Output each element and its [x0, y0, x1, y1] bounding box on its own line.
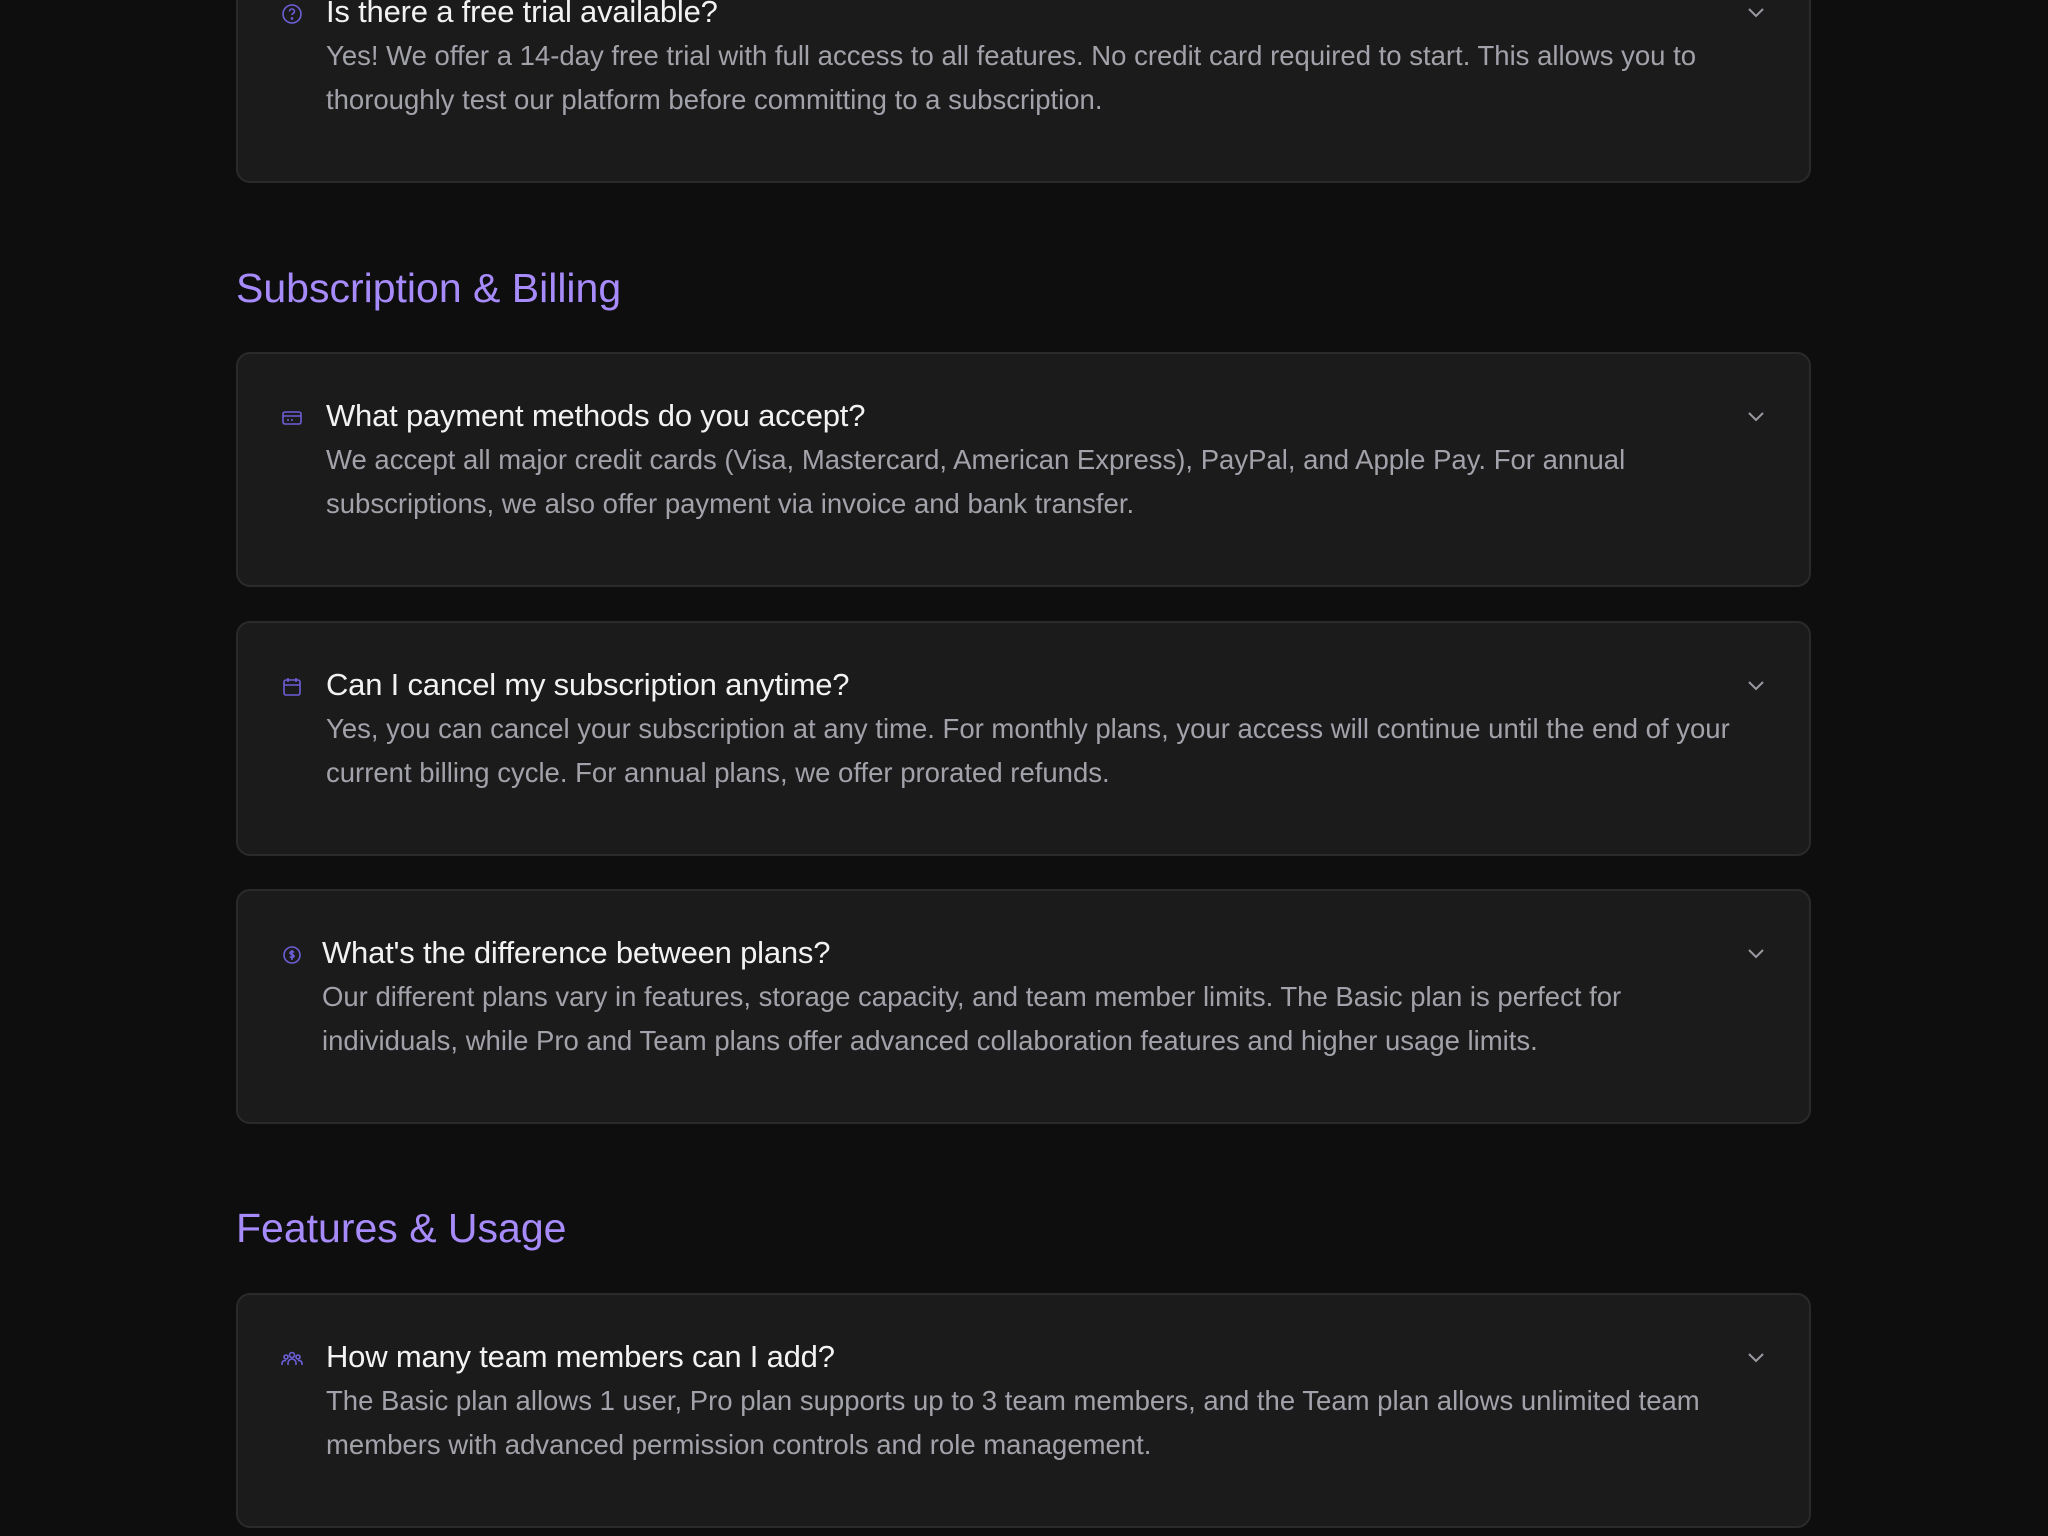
chevron-down-icon[interactable] [1745, 677, 1767, 693]
faq-question[interactable]: Is there a free trial available? [326, 0, 718, 29]
faq-item[interactable] [236, 352, 1811, 587]
calendar-icon [280, 675, 304, 699]
faq-question[interactable]: What payment methods do you accept? [326, 398, 866, 433]
help-circle-icon [280, 2, 304, 26]
faq-item[interactable] [236, 621, 1811, 856]
chevron-down-icon[interactable] [1745, 408, 1767, 424]
faq-answer: Our different plans vary in features, storage capacity, and team member limits. The Basic plan is perfect for individuals, while Pro and Team plans offer advanced collaboration features and higher usage limits. [322, 981, 1622, 1056]
chevron-down-icon[interactable] [1745, 4, 1767, 20]
faq-item[interactable] [236, 0, 1811, 183]
faq-answer: We accept all major credit cards (Visa, Mastercard, American Express), PayPal, and Apple Pay. For annual subscriptions, we also offer payment via invoice and bank transfer. [326, 444, 1626, 519]
faq-answer: Yes! We offer a 14-day free trial with full access to all features. No credit card required to start. This allows you to thoroughly test our platform before committing to a subscription. [326, 40, 1697, 115]
faq-answer: Yes, you can cancel your subscription at any time. For monthly plans, your access will continue until the end of your current billing cycle. For annual plans, we offer prorated refunds. [326, 713, 1730, 788]
chevron-down-icon[interactable] [1745, 1349, 1767, 1365]
section-heading-billing: Subscription & Billing [236, 265, 622, 311]
faq-answer: The Basic plan allows 1 user, Pro plan supports up to 3 team members, and the Team plan allows unlimited team members with advanced permission controls and role management. [326, 1385, 1700, 1460]
faq-question[interactable]: Can I cancel my subscription anytime? [326, 667, 850, 702]
faq-question[interactable]: How many team members can I add? [326, 1339, 835, 1374]
dollar-circle-icon [280, 943, 304, 967]
faq-item[interactable] [236, 889, 1811, 1124]
users-icon [280, 1347, 304, 1371]
faq-question[interactable]: What's the difference between plans? [322, 935, 831, 970]
credit-card-icon [280, 406, 304, 430]
faq-item[interactable] [236, 1293, 1811, 1528]
section-heading-features: Features & Usage [236, 1205, 567, 1251]
chevron-down-icon[interactable] [1745, 945, 1767, 961]
